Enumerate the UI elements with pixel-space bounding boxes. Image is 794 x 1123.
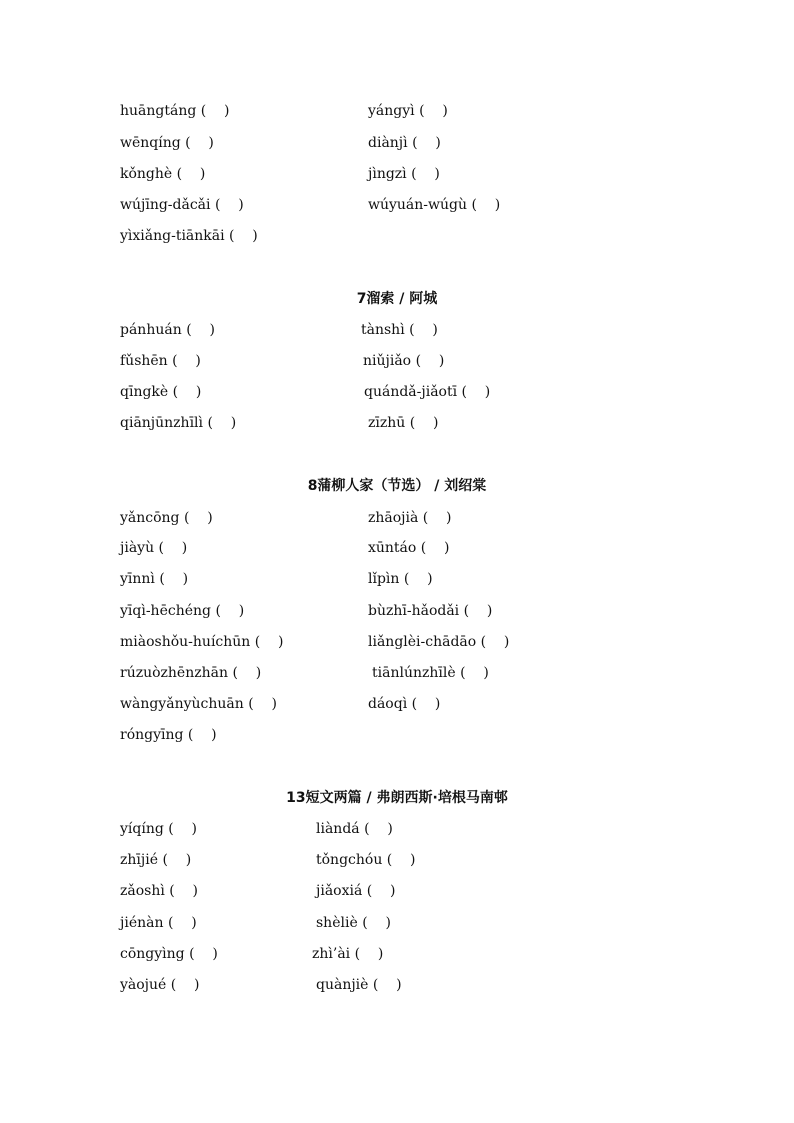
pinyin-term: tǒngchóu ( ) <box>316 852 416 868</box>
pinyin-term: jìngzì ( ) <box>368 166 440 182</box>
pinyin-term: yìxiǎng-tiānkāi ( ) <box>120 228 258 244</box>
pinyin-term: yángyì ( ) <box>368 103 448 119</box>
pinyin-term: niǔjiǎo ( ) <box>363 353 445 369</box>
list-item <box>0 382 491 402</box>
pinyin-term: kǒnghè ( ) <box>120 166 206 182</box>
section-heading: 13短文两篇 / 弗朗西斯·培根马南邨 <box>286 790 508 806</box>
list-item <box>0 320 438 340</box>
list-item <box>0 538 450 558</box>
pinyin-term: zīzhū ( ) <box>368 415 439 431</box>
pinyin-term: wàngyǎnyùchuān ( ) <box>120 696 277 712</box>
list-item <box>0 632 510 652</box>
pinyin-term: fǔshēn ( ) <box>120 353 201 369</box>
pinyin-term: huāngtáng ( ) <box>120 103 230 119</box>
pinyin-term: shèliè ( ) <box>316 915 391 931</box>
pinyin-term: yīqì-hēchéng ( ) <box>120 603 245 619</box>
pinyin-term: jiénàn ( ) <box>120 915 197 931</box>
pinyin-term: jiǎoxiá ( ) <box>316 883 396 899</box>
list-item <box>0 819 393 839</box>
list-item <box>0 164 440 184</box>
pinyin-term: wēnqíng ( ) <box>120 135 214 151</box>
pinyin-term: wújīng-dǎcǎi ( ) <box>120 197 244 213</box>
pinyin-term: bùzhī-hǎodǎi ( ) <box>368 603 493 619</box>
list-item <box>0 601 493 621</box>
pinyin-term: jiàyù ( ) <box>120 540 188 556</box>
section-heading: 8蒲柳人家（节选） / 刘绍棠 <box>307 478 487 494</box>
pinyin-term: dáoqì ( ) <box>368 696 441 712</box>
list-item <box>0 133 441 153</box>
pinyin-term: pánhuán ( ) <box>120 322 215 338</box>
pinyin-term: liǎnglèi-chādāo ( ) <box>368 634 510 650</box>
list-item <box>0 101 448 121</box>
list-item <box>0 850 416 870</box>
pinyin-term: quándǎ-jiǎotī ( ) <box>364 384 491 400</box>
pinyin-term: yàojué ( ) <box>120 977 200 993</box>
list-item <box>0 881 396 901</box>
list-item <box>0 226 258 246</box>
pinyin-term: wúyuán-wúgù ( ) <box>368 197 501 213</box>
list-item <box>0 508 452 528</box>
list-item <box>0 569 433 589</box>
pinyin-term: liàndá ( ) <box>316 821 393 837</box>
pinyin-term: yīnnì ( ) <box>120 571 189 587</box>
pinyin-term: qiānjūnzhīlì ( ) <box>120 415 237 431</box>
pinyin-term: zhījié ( ) <box>120 852 192 868</box>
pinyin-term: cōngyìng ( ) <box>120 946 218 962</box>
pinyin-term: yǎncōng ( ) <box>120 510 213 526</box>
list-item <box>0 975 402 995</box>
pinyin-term: zǎoshì ( ) <box>120 883 199 899</box>
pinyin-term: rúzuòzhēnzhān ( ) <box>120 665 262 681</box>
list-item <box>0 663 489 683</box>
pinyin-term: quànjiè ( ) <box>316 977 402 993</box>
pinyin-term: qīngkè ( ) <box>120 384 202 400</box>
pinyin-term: tiānlúnzhīlè ( ) <box>372 665 489 681</box>
section-heading: 7溜索 / 阿城 <box>356 291 438 307</box>
pinyin-term: miàoshǒu-huíchūn ( ) <box>120 634 284 650</box>
list-item <box>0 913 391 933</box>
list-item <box>0 195 501 215</box>
list-item <box>0 351 445 371</box>
pinyin-term: xūntáo ( ) <box>368 540 450 556</box>
list-item <box>0 944 384 964</box>
list-item <box>0 694 441 714</box>
list-item <box>0 725 217 745</box>
pinyin-term: zhāojià ( ) <box>368 510 452 526</box>
pinyin-term: zhì’ài ( ) <box>312 946 384 962</box>
pinyin-term: tànshì ( ) <box>361 322 438 338</box>
pinyin-term: yíqíng ( ) <box>120 821 197 837</box>
list-item <box>0 413 439 433</box>
pinyin-term: diànjì ( ) <box>368 135 441 151</box>
pinyin-term: róngyīng ( ) <box>120 727 217 743</box>
pinyin-term: lǐpìn ( ) <box>368 571 433 587</box>
